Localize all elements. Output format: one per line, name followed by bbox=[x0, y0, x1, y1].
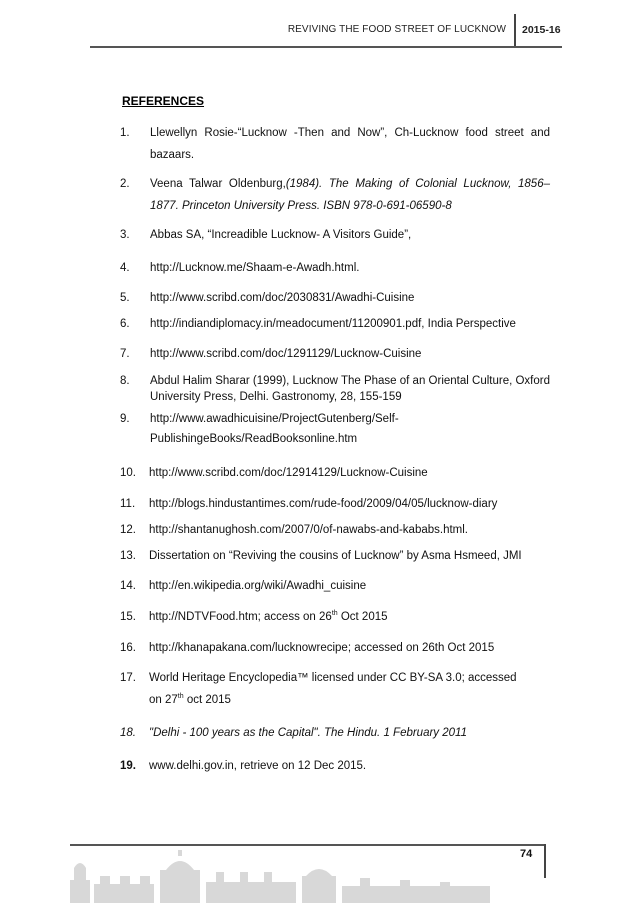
reference-item-15 bbox=[120, 608, 550, 626]
reference-number: 12. bbox=[120, 524, 136, 536]
reference-text bbox=[149, 667, 550, 711]
reference-text: http://www.scribd.com/doc/1291129/Lucknow-Cuisine bbox=[150, 348, 422, 360]
reference-superscript: th bbox=[331, 610, 338, 618]
reference-text: Abdul Halim Sharar (1999), Lucknow The Phase of an Oriental Culture, Oxford University Press, Delhi. Gastronomy, 28, 155-159 bbox=[150, 375, 550, 403]
reference-text: www.delhi.gov.in, retrieve on 12 Dec 2015. bbox=[149, 760, 367, 772]
footer-divider bbox=[544, 844, 546, 878]
reference-item-8 bbox=[120, 373, 550, 405]
reference-number: 17. bbox=[120, 672, 136, 684]
reference-item-6 bbox=[120, 315, 550, 333]
reference-text-before: http://NDTVFood.htm; access on 26 bbox=[149, 611, 332, 623]
reference-text-line1: http://www.awadhicuisine/ProjectGutenberg/Self- bbox=[150, 413, 399, 425]
reference-text: Abbas SA, “Increadible Lucknow- A Visitors Guide”, bbox=[150, 229, 412, 241]
reference-text bbox=[150, 122, 550, 166]
reference-text: "Delhi - 100 years as the Capital". The Hindu. 1 February 2011 bbox=[149, 727, 467, 739]
reference-text: http://indiandiplomacy.in/meadocument/11200901.pdf, India Perspective bbox=[150, 318, 516, 330]
reference-item-2 bbox=[120, 175, 550, 217]
running-header-year: 2015-16 bbox=[522, 24, 561, 36]
reference-text-content: Llewellyn Rosie-“Lucknow -Then and Now”, Ch-Lucknow food street and bazaars. bbox=[150, 127, 550, 161]
reference-item-5 bbox=[120, 289, 550, 307]
reference-text-after: oct 2015 bbox=[183, 694, 231, 706]
reference-number: 18. bbox=[120, 727, 136, 739]
reference-text: http://khanapakana.com/lucknowrecipe; accessed on 26th Oct 2015 bbox=[149, 642, 495, 654]
reference-text-before: on 27 bbox=[149, 694, 178, 706]
reference-text-italic: (1984). The Making of Colonial Lucknow, 1856–1877. Princeton University Press. ISBN 978-0-691-06590-8 bbox=[150, 178, 550, 212]
reference-number: 2. bbox=[120, 178, 130, 190]
header-divider bbox=[514, 14, 516, 48]
reference-text: http://en.wikipedia.org/wiki/Awadhi_cuisine bbox=[149, 580, 367, 592]
reference-number: 3. bbox=[120, 229, 130, 241]
references-heading: REFERENCES bbox=[122, 94, 205, 108]
reference-number: 19. bbox=[120, 760, 136, 772]
reference-text: http://blogs.hindustantimes.com/rude-food/2009/04/05/lucknow-diary bbox=[149, 498, 498, 510]
reference-number: 7. bbox=[120, 348, 130, 360]
reference-text bbox=[149, 608, 550, 626]
footer-rule bbox=[70, 844, 546, 846]
reference-number: 5. bbox=[120, 292, 130, 304]
reference-text-plain: Veena Talwar Oldenburg, bbox=[150, 178, 286, 190]
reference-number: 15. bbox=[120, 611, 136, 623]
reference-text: http://www.scribd.com/doc/12914129/Lucknow-Cuisine bbox=[149, 467, 428, 479]
monument-skyline-watermark bbox=[70, 850, 490, 903]
reference-item-4 bbox=[120, 259, 550, 277]
reference-item-17 bbox=[120, 669, 550, 711]
reference-text: http://Lucknow.me/Shaam-e-Awadh.html. bbox=[150, 262, 360, 274]
reference-text: http://www.scribd.com/doc/2030831/Awadhi-Cuisine bbox=[150, 292, 415, 304]
reference-item-18 bbox=[120, 724, 550, 742]
reference-item-3 bbox=[120, 226, 550, 244]
reference-number: 11. bbox=[120, 498, 136, 510]
reference-number: 8. bbox=[120, 375, 130, 387]
reference-superscript: th bbox=[177, 693, 184, 701]
reference-text: Dissertation on “Reviving the cousins of Lucknow” by Asma Hsmeed, JMI bbox=[149, 550, 522, 562]
reference-number: 14. bbox=[120, 580, 136, 592]
reference-item-10 bbox=[120, 464, 550, 482]
reference-item-13 bbox=[120, 547, 550, 565]
reference-item-12 bbox=[120, 521, 550, 539]
reference-text-after: Oct 2015 bbox=[337, 611, 388, 623]
reference-number: 16. bbox=[120, 642, 136, 654]
page-number: 74 bbox=[520, 848, 533, 860]
reference-item-19 bbox=[120, 757, 550, 775]
reference-text bbox=[150, 173, 550, 217]
reference-number: 9. bbox=[120, 413, 130, 425]
reference-item-7 bbox=[120, 345, 550, 363]
reference-number: 6. bbox=[120, 318, 130, 330]
reference-text-line1: World Heritage Encyclopedia™ licensed under CC BY-SA 3.0; accessed bbox=[149, 672, 517, 684]
reference-number: 1. bbox=[120, 127, 130, 139]
reference-number: 13. bbox=[120, 550, 136, 562]
reference-item-14 bbox=[120, 577, 550, 595]
reference-text: http://shantanughosh.com/2007/0/of-nawabs-and-kababs.html. bbox=[149, 524, 469, 536]
reference-number: 4. bbox=[120, 262, 130, 274]
reference-number: 10. bbox=[120, 467, 136, 479]
reference-text-line2: PublishingeBooks/ReadBooksonline.htm bbox=[150, 433, 358, 445]
reference-item-1 bbox=[120, 124, 550, 166]
reference-text bbox=[150, 409, 550, 449]
reference-item-16 bbox=[120, 639, 550, 657]
reference-item-9 bbox=[120, 410, 550, 449]
header-rule bbox=[90, 46, 562, 48]
reference-item-11 bbox=[120, 495, 550, 513]
running-header-title: REVIVING THE FOOD STREET OF LUCKNOW bbox=[287, 24, 506, 35]
